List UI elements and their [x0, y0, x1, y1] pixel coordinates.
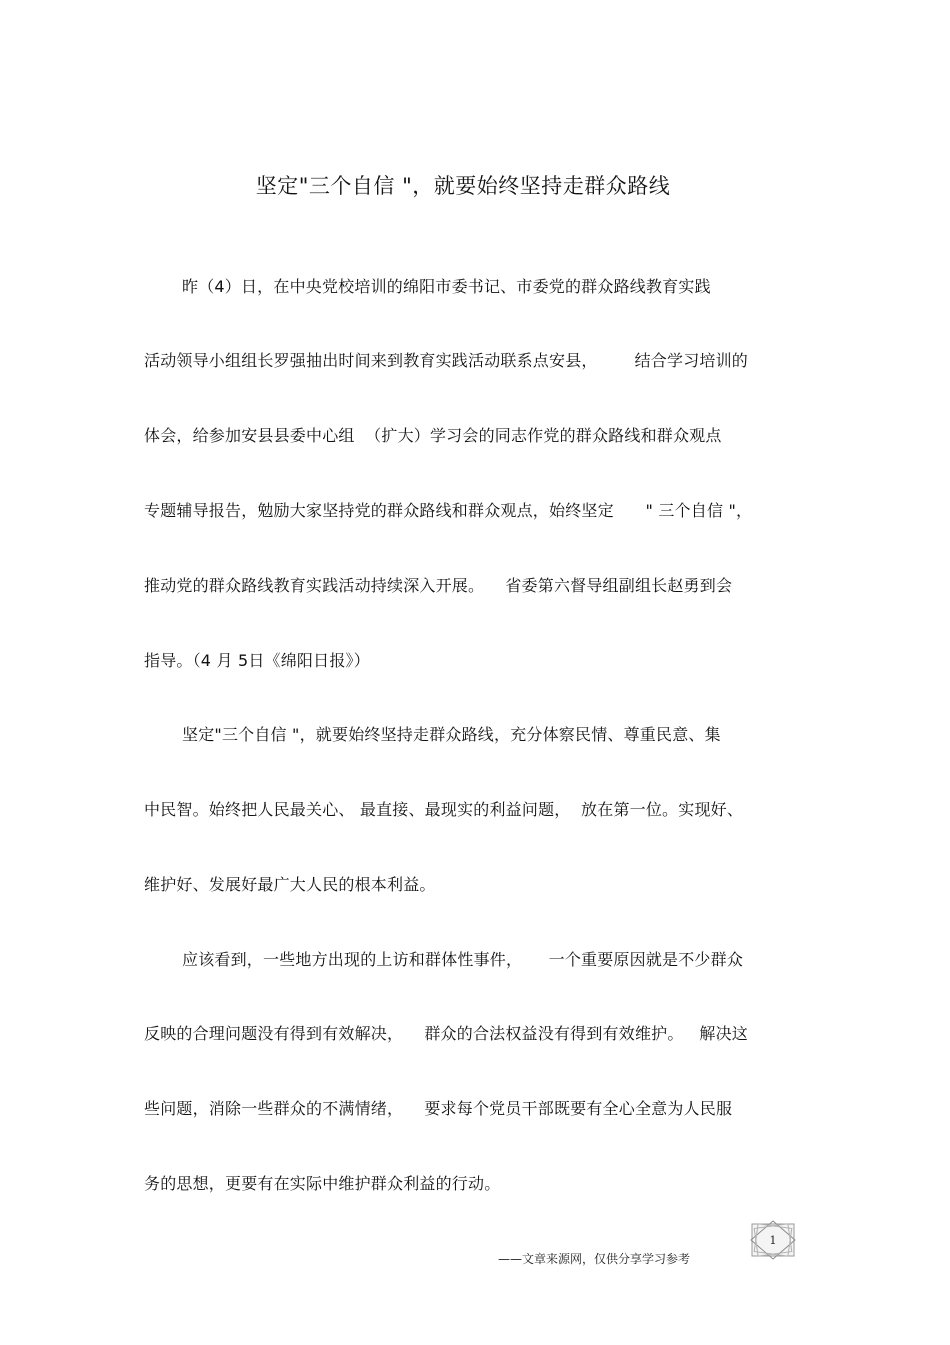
paragraph-1-line-5: 推动党的群众路线教育实践活动持续深入开展。 省委第六督导组副组长赵勇到会 — [144, 576, 733, 595]
paragraph-2-line-2: 中民智。始终把人民最关心、 最直接、最现实的利益问题， 放在第一位。实现好、 — [144, 800, 744, 819]
paragraph-1-line-6: 指导。（4 月 5日《绵阳日报》） — [144, 651, 370, 670]
paragraph-2-line-3: 维护好、发展好最广大人民的根本利益。 — [144, 875, 436, 894]
paragraph-3-line-3: 些问题，消除一些群众的不满情绪， 要求每个党员干部既要有全心全意为人民服 — [144, 1099, 733, 1118]
paragraph-3-line-1: 应该看到，一些地方出现的上访和群体性事件， 一个重要原因就是不少群众 — [182, 950, 744, 969]
paragraph-2-line-1: 坚定"三个自信 "，就要始终坚持走群众路线，充分体察民情、尊重民意、集 — [182, 725, 721, 744]
paragraph-1-line-4: 专题辅导报告，勉励大家坚持党的群众路线和群众观点，始终坚定 " 三个自信 "， — [144, 501, 753, 520]
document-title: 坚定"三个自信 "，就要始终坚持走群众路线 — [255, 174, 671, 198]
paragraph-1-line-1: 昨（4）日，在中央党校培训的绵阳市委书记、市委党的群众路线教育实践 — [182, 277, 711, 296]
footer-note: ——文章来源网，仅供分享学习参考 — [498, 1252, 691, 1266]
page-number: 1 — [769, 1234, 777, 1247]
page-badge — [750, 1220, 796, 1260]
paragraph-3-line-2: 反映的合理问题没有得到有效解决， 群众的合法权益没有得到有效维护。 解决这 — [144, 1024, 749, 1043]
paragraph-1-line-3: 体会，给参加安县县委中心组 （扩大）学习会的同志作党的群众路线和群众观点 — [144, 426, 722, 445]
paragraph-3-line-4: 务的思想，更要有在实际中维护群众利益的行动。 — [144, 1174, 501, 1193]
paragraph-1-line-2: 活动领导小组组长罗强抽出时间来到教育实践活动联系点安县， 结合学习培训的 — [144, 351, 749, 370]
